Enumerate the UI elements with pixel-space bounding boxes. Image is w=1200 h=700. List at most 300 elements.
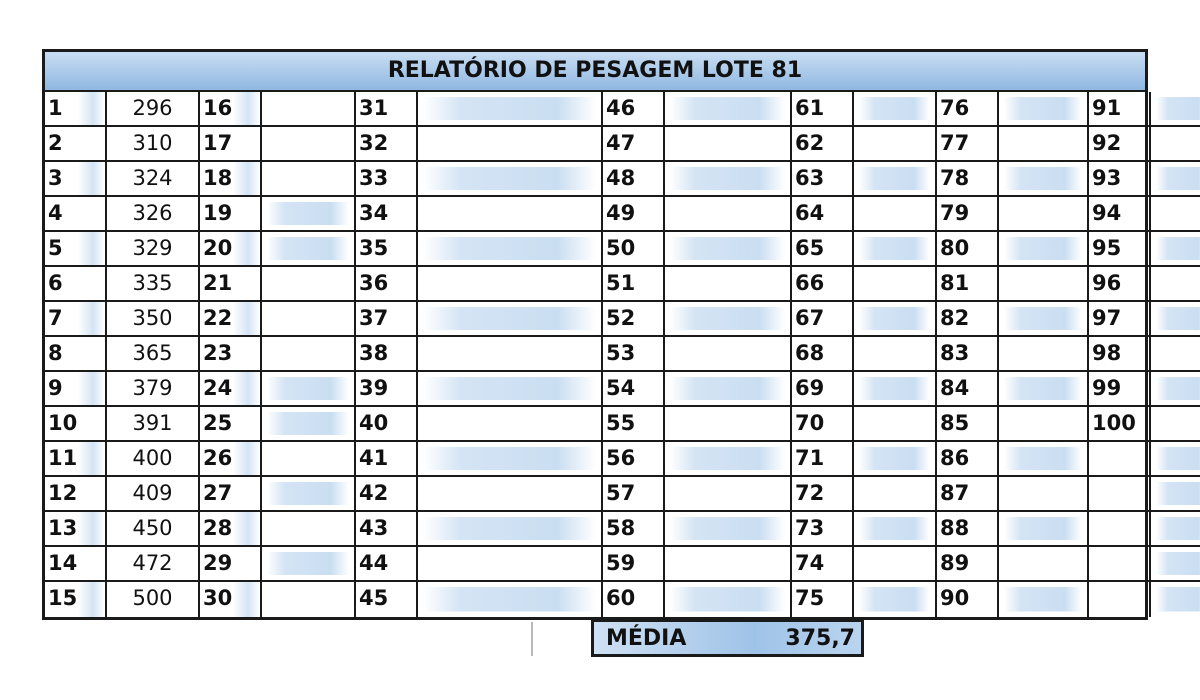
table-row bbox=[356, 582, 601, 617]
weight-value: 296 bbox=[132, 96, 173, 120]
table-row bbox=[45, 582, 198, 617]
weight-value bbox=[1151, 337, 1200, 370]
table-row bbox=[1089, 127, 1200, 162]
table-row bbox=[356, 442, 601, 477]
table-row bbox=[1089, 197, 1200, 232]
item-number: 2 bbox=[45, 127, 107, 160]
weight-value bbox=[262, 127, 354, 160]
table-row bbox=[45, 512, 198, 547]
table-row bbox=[200, 197, 354, 232]
item-number: 62 bbox=[792, 127, 854, 160]
weight-value bbox=[262, 337, 354, 370]
column-group bbox=[603, 92, 792, 617]
table-row bbox=[792, 337, 935, 372]
table-row bbox=[792, 162, 935, 197]
table-row bbox=[356, 232, 601, 267]
item-number: 75 bbox=[792, 582, 854, 617]
item-number: 76 bbox=[937, 92, 999, 125]
weight-value bbox=[665, 582, 790, 617]
weight-value bbox=[418, 302, 601, 335]
weight-value bbox=[418, 162, 601, 195]
table-row bbox=[1089, 92, 1200, 127]
weight-value: 450 bbox=[132, 516, 173, 540]
weight-value bbox=[262, 232, 354, 265]
table-row bbox=[792, 372, 935, 407]
weight-value bbox=[262, 92, 354, 125]
column-group bbox=[937, 92, 1089, 617]
table-row bbox=[937, 92, 1087, 127]
table-row bbox=[792, 442, 935, 477]
weight-value bbox=[999, 512, 1087, 545]
table-row bbox=[937, 582, 1087, 617]
weight-value bbox=[999, 92, 1087, 125]
table-row bbox=[356, 127, 601, 162]
weight-value bbox=[1151, 92, 1200, 125]
weight-value bbox=[665, 477, 790, 510]
weight-value bbox=[999, 442, 1087, 475]
weight-value bbox=[854, 232, 935, 265]
table-row bbox=[937, 442, 1087, 477]
item-number: 90 bbox=[937, 582, 999, 617]
table-row bbox=[937, 302, 1087, 337]
weight-value bbox=[854, 337, 935, 370]
weight-value bbox=[854, 302, 935, 335]
item-number: 73 bbox=[792, 512, 854, 545]
table-row bbox=[356, 162, 601, 197]
weight-value bbox=[665, 267, 790, 300]
table-row bbox=[792, 232, 935, 267]
item-number: 37 bbox=[356, 302, 418, 335]
weight-value bbox=[665, 232, 790, 265]
weight-value: 379 bbox=[132, 376, 173, 400]
weight-value bbox=[665, 337, 790, 370]
item-number: 64 bbox=[792, 197, 854, 230]
table-row bbox=[937, 267, 1087, 302]
weight-value bbox=[262, 477, 354, 510]
table-row bbox=[356, 547, 601, 582]
table-row bbox=[356, 197, 601, 232]
weight-value: 391 bbox=[132, 411, 173, 435]
weight-value bbox=[1151, 547, 1200, 580]
weight-value bbox=[665, 127, 790, 160]
item-number: 29 bbox=[200, 547, 262, 580]
item-number: 17 bbox=[200, 127, 262, 160]
report-title: RELATÓRIO DE PESAGEM LOTE 81 bbox=[45, 52, 1145, 92]
item-number: 88 bbox=[937, 512, 999, 545]
table-row bbox=[1089, 232, 1200, 267]
item-number: 22 bbox=[200, 302, 262, 335]
item-number: 77 bbox=[937, 127, 999, 160]
weight-value: 365 bbox=[132, 341, 173, 365]
weight-value: 335 bbox=[132, 271, 173, 295]
weight-value bbox=[262, 302, 354, 335]
table-row bbox=[603, 547, 790, 582]
weight-value bbox=[854, 267, 935, 300]
table-row bbox=[1089, 547, 1200, 582]
item-number: 25 bbox=[200, 407, 262, 440]
weight-value bbox=[854, 512, 935, 545]
table-row bbox=[356, 512, 601, 547]
item-number: 33 bbox=[356, 162, 418, 195]
table-row bbox=[603, 127, 790, 162]
weight-value bbox=[999, 477, 1087, 510]
item-number: 94 bbox=[1089, 197, 1151, 230]
item-number: 85 bbox=[937, 407, 999, 440]
item-number: 48 bbox=[603, 162, 665, 195]
weight-value bbox=[262, 197, 354, 230]
weight-value bbox=[1151, 442, 1200, 475]
table-row bbox=[356, 372, 601, 407]
weight-value bbox=[418, 407, 601, 440]
table-row bbox=[356, 92, 601, 127]
item-number: 100 bbox=[1089, 407, 1151, 440]
divider-line bbox=[531, 622, 533, 656]
weight-value bbox=[262, 372, 354, 405]
table-row bbox=[937, 127, 1087, 162]
item-number: 97 bbox=[1089, 302, 1151, 335]
table-row bbox=[792, 267, 935, 302]
item-number: 99 bbox=[1089, 372, 1151, 405]
item-number: 80 bbox=[937, 232, 999, 265]
table-row bbox=[45, 232, 198, 267]
table-row bbox=[792, 547, 935, 582]
item-number: 16 bbox=[200, 92, 262, 125]
item-number: 92 bbox=[1089, 127, 1151, 160]
table-row bbox=[937, 197, 1087, 232]
item-number: 70 bbox=[792, 407, 854, 440]
table-row bbox=[603, 512, 790, 547]
weight-value bbox=[854, 92, 935, 125]
weight-value bbox=[1151, 232, 1200, 265]
weight-value bbox=[1151, 512, 1200, 545]
weights-grid bbox=[45, 92, 1145, 617]
item-number: 86 bbox=[937, 442, 999, 475]
column-group bbox=[792, 92, 937, 617]
item-number: 35 bbox=[356, 232, 418, 265]
weight-value bbox=[665, 407, 790, 440]
weight-value bbox=[999, 337, 1087, 370]
item-number bbox=[1089, 582, 1151, 617]
table-row bbox=[603, 302, 790, 337]
weight-value bbox=[262, 442, 354, 475]
item-number: 41 bbox=[356, 442, 418, 475]
item-number: 6 bbox=[45, 267, 107, 300]
item-number: 39 bbox=[356, 372, 418, 405]
table-row bbox=[937, 407, 1087, 442]
item-number: 26 bbox=[200, 442, 262, 475]
item-number: 67 bbox=[792, 302, 854, 335]
table-row bbox=[45, 407, 198, 442]
weight-value: 400 bbox=[132, 446, 173, 470]
weight-value bbox=[999, 197, 1087, 230]
average-label: MÉDIA bbox=[606, 625, 687, 651]
item-number: 95 bbox=[1089, 232, 1151, 265]
weight-value bbox=[854, 442, 935, 475]
item-number: 34 bbox=[356, 197, 418, 230]
item-number: 60 bbox=[603, 582, 665, 617]
weight-value bbox=[665, 162, 790, 195]
table-row bbox=[792, 512, 935, 547]
item-number: 45 bbox=[356, 582, 418, 617]
item-number: 10 bbox=[45, 407, 107, 440]
table-row bbox=[792, 582, 935, 617]
weight-value: 350 bbox=[132, 306, 173, 330]
item-number: 11 bbox=[45, 442, 107, 475]
item-number: 56 bbox=[603, 442, 665, 475]
item-number: 23 bbox=[200, 337, 262, 370]
weight-value bbox=[1151, 162, 1200, 195]
item-number: 9 bbox=[45, 372, 107, 405]
table-row bbox=[1089, 582, 1200, 617]
item-number: 21 bbox=[200, 267, 262, 300]
item-number: 55 bbox=[603, 407, 665, 440]
table-row bbox=[603, 267, 790, 302]
table-row bbox=[356, 477, 601, 512]
weight-value: 324 bbox=[132, 166, 173, 190]
weight-value: 409 bbox=[132, 481, 173, 505]
average-box bbox=[591, 619, 864, 657]
weight-value bbox=[854, 197, 935, 230]
table-row bbox=[200, 547, 354, 582]
weight-value bbox=[854, 477, 935, 510]
weighing-report-table bbox=[42, 49, 1148, 620]
table-row bbox=[45, 197, 198, 232]
item-number: 93 bbox=[1089, 162, 1151, 195]
weight-value bbox=[665, 547, 790, 580]
weight-value bbox=[262, 512, 354, 545]
item-number: 83 bbox=[937, 337, 999, 370]
weight-value: 329 bbox=[132, 236, 173, 260]
table-row bbox=[1089, 512, 1200, 547]
item-number: 54 bbox=[603, 372, 665, 405]
table-row bbox=[603, 337, 790, 372]
item-number: 58 bbox=[603, 512, 665, 545]
weight-value bbox=[262, 547, 354, 580]
weight-value bbox=[854, 127, 935, 160]
item-number: 84 bbox=[937, 372, 999, 405]
weight-value bbox=[418, 92, 601, 125]
item-number: 52 bbox=[603, 302, 665, 335]
column-group bbox=[200, 92, 356, 617]
table-row bbox=[603, 197, 790, 232]
table-row bbox=[603, 442, 790, 477]
item-number: 82 bbox=[937, 302, 999, 335]
table-row bbox=[1089, 337, 1200, 372]
item-number: 28 bbox=[200, 512, 262, 545]
table-row bbox=[200, 267, 354, 302]
item-number: 5 bbox=[45, 232, 107, 265]
item-number: 59 bbox=[603, 547, 665, 580]
table-row bbox=[200, 582, 354, 617]
table-row bbox=[1089, 442, 1200, 477]
weight-value bbox=[854, 547, 935, 580]
table-row bbox=[603, 232, 790, 267]
weight-value bbox=[1151, 407, 1200, 440]
table-row bbox=[937, 547, 1087, 582]
item-number: 50 bbox=[603, 232, 665, 265]
table-row bbox=[792, 92, 935, 127]
item-number: 42 bbox=[356, 477, 418, 510]
weight-value bbox=[1151, 127, 1200, 160]
weight-value bbox=[665, 302, 790, 335]
weight-value bbox=[999, 127, 1087, 160]
weight-value bbox=[262, 267, 354, 300]
item-number: 72 bbox=[792, 477, 854, 510]
column-group bbox=[1089, 92, 1200, 617]
table-row bbox=[792, 407, 935, 442]
item-number: 12 bbox=[45, 477, 107, 510]
weight-value bbox=[999, 407, 1087, 440]
item-number: 43 bbox=[356, 512, 418, 545]
weight-value bbox=[999, 232, 1087, 265]
table-row bbox=[356, 337, 601, 372]
weight-value bbox=[854, 582, 935, 617]
weight-value bbox=[1151, 267, 1200, 300]
column-group bbox=[45, 92, 200, 617]
weight-value bbox=[418, 232, 601, 265]
weight-value bbox=[418, 267, 601, 300]
weight-value bbox=[1151, 477, 1200, 510]
weight-value bbox=[999, 302, 1087, 335]
item-number: 30 bbox=[200, 582, 262, 617]
table-row bbox=[937, 337, 1087, 372]
weight-value bbox=[665, 442, 790, 475]
weight-value bbox=[418, 372, 601, 405]
item-number: 24 bbox=[200, 372, 262, 405]
weight-value bbox=[262, 582, 354, 617]
table-row bbox=[792, 197, 935, 232]
table-row bbox=[200, 302, 354, 337]
item-number: 4 bbox=[45, 197, 107, 230]
item-number: 20 bbox=[200, 232, 262, 265]
table-row bbox=[45, 267, 198, 302]
weight-value bbox=[665, 512, 790, 545]
item-number: 65 bbox=[792, 232, 854, 265]
item-number: 47 bbox=[603, 127, 665, 160]
item-number: 46 bbox=[603, 92, 665, 125]
weight-value bbox=[262, 407, 354, 440]
table-row bbox=[937, 512, 1087, 547]
weight-value bbox=[999, 162, 1087, 195]
table-row bbox=[603, 162, 790, 197]
weight-value bbox=[418, 197, 601, 230]
table-row bbox=[603, 92, 790, 127]
weight-value bbox=[418, 477, 601, 510]
table-row bbox=[1089, 267, 1200, 302]
item-number: 31 bbox=[356, 92, 418, 125]
table-row bbox=[45, 547, 198, 582]
item-number: 79 bbox=[937, 197, 999, 230]
weight-value bbox=[418, 582, 601, 617]
table-row bbox=[356, 267, 601, 302]
table-row bbox=[603, 477, 790, 512]
table-row bbox=[603, 372, 790, 407]
item-number: 69 bbox=[792, 372, 854, 405]
table-row bbox=[200, 372, 354, 407]
weight-value bbox=[665, 197, 790, 230]
weight-value bbox=[418, 547, 601, 580]
weight-value bbox=[999, 547, 1087, 580]
table-row bbox=[356, 407, 601, 442]
item-number: 13 bbox=[45, 512, 107, 545]
item-number: 78 bbox=[937, 162, 999, 195]
item-number: 27 bbox=[200, 477, 262, 510]
table-row bbox=[1089, 302, 1200, 337]
item-number: 87 bbox=[937, 477, 999, 510]
table-row bbox=[603, 407, 790, 442]
table-row bbox=[1089, 372, 1200, 407]
table-row bbox=[200, 512, 354, 547]
item-number: 74 bbox=[792, 547, 854, 580]
item-number: 36 bbox=[356, 267, 418, 300]
weight-value: 326 bbox=[132, 201, 173, 225]
item-number: 19 bbox=[200, 197, 262, 230]
weight-value bbox=[418, 127, 601, 160]
table-row bbox=[937, 477, 1087, 512]
item-number: 98 bbox=[1089, 337, 1151, 370]
table-row bbox=[45, 337, 198, 372]
table-row bbox=[1089, 407, 1200, 442]
column-group bbox=[356, 92, 603, 617]
item-number: 81 bbox=[937, 267, 999, 300]
item-number bbox=[1089, 477, 1151, 510]
weight-value bbox=[418, 512, 601, 545]
table-row bbox=[45, 302, 198, 337]
table-row bbox=[200, 92, 354, 127]
item-number: 66 bbox=[792, 267, 854, 300]
item-number: 44 bbox=[356, 547, 418, 580]
item-number: 51 bbox=[603, 267, 665, 300]
weight-value: 310 bbox=[132, 131, 173, 155]
weight-value bbox=[999, 582, 1087, 617]
item-number bbox=[1089, 512, 1151, 545]
item-number: 14 bbox=[45, 547, 107, 580]
weight-value bbox=[665, 92, 790, 125]
table-row bbox=[200, 477, 354, 512]
table-row bbox=[45, 127, 198, 162]
table-row bbox=[792, 127, 935, 162]
item-number: 49 bbox=[603, 197, 665, 230]
weight-value: 472 bbox=[132, 551, 173, 575]
weight-value bbox=[1151, 197, 1200, 230]
table-row bbox=[200, 232, 354, 267]
item-number: 96 bbox=[1089, 267, 1151, 300]
table-row bbox=[45, 477, 198, 512]
weight-value bbox=[999, 372, 1087, 405]
table-row bbox=[603, 582, 790, 617]
weight-value bbox=[999, 267, 1087, 300]
weight-value bbox=[262, 162, 354, 195]
item-number: 32 bbox=[356, 127, 418, 160]
item-number: 61 bbox=[792, 92, 854, 125]
weight-value bbox=[665, 372, 790, 405]
weight-value bbox=[854, 372, 935, 405]
table-row bbox=[200, 407, 354, 442]
item-number bbox=[1089, 547, 1151, 580]
item-number: 89 bbox=[937, 547, 999, 580]
weight-value bbox=[418, 337, 601, 370]
table-row bbox=[937, 372, 1087, 407]
table-row bbox=[1089, 162, 1200, 197]
table-row bbox=[937, 162, 1087, 197]
table-row bbox=[45, 442, 198, 477]
average-value: 375,7 bbox=[785, 625, 855, 651]
item-number: 18 bbox=[200, 162, 262, 195]
weight-value bbox=[854, 407, 935, 440]
table-row bbox=[45, 162, 198, 197]
item-number: 8 bbox=[45, 337, 107, 370]
item-number: 38 bbox=[356, 337, 418, 370]
